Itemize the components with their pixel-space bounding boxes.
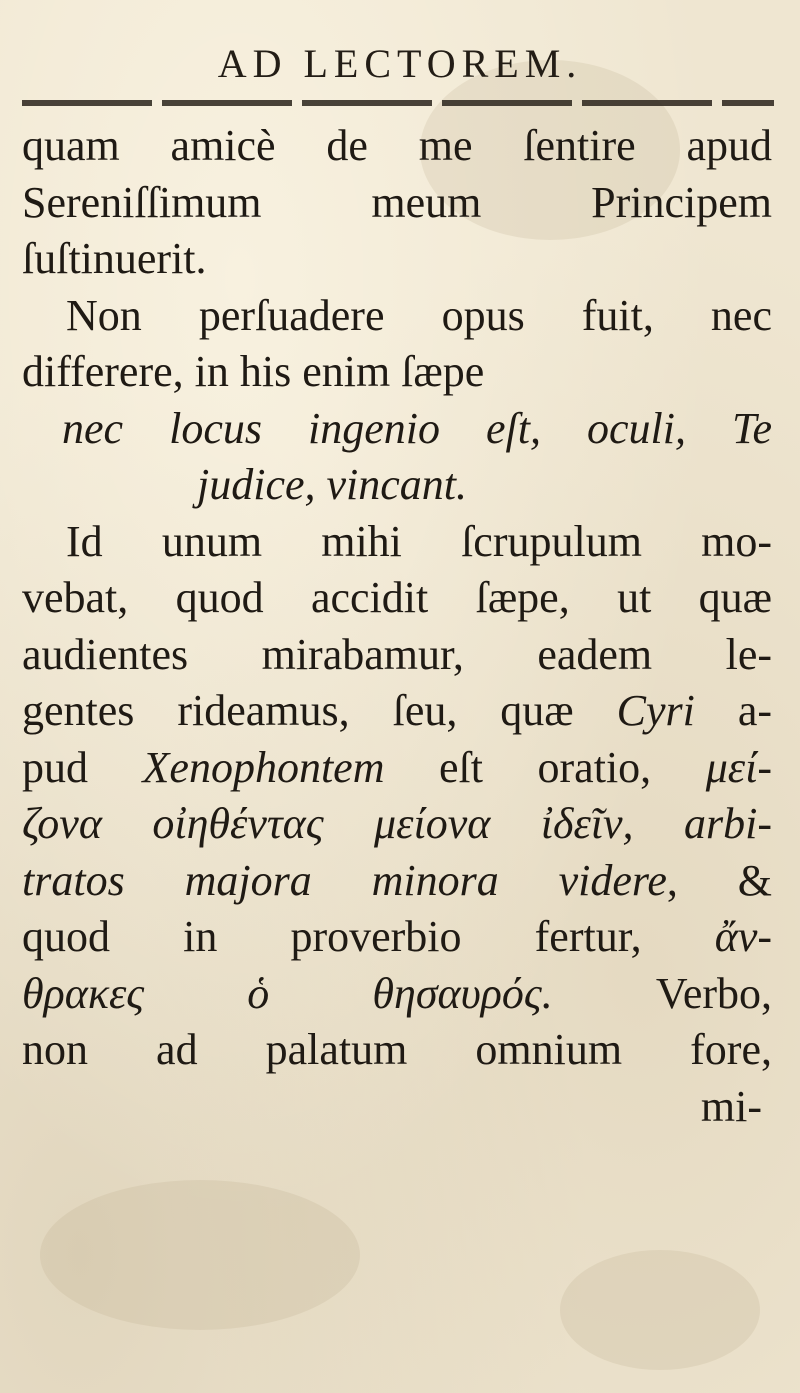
roman-text: Sereniſſimum meum Principem: [22, 177, 772, 227]
text-line: [22, 1022, 772, 1079]
roman-text: Id unum mihi ſcrupulum mo-: [66, 516, 772, 566]
running-head: AD LECTOREM.: [217, 41, 583, 86]
text-line: [22, 401, 772, 458]
roman-text: mi-: [700, 1081, 762, 1131]
body-text: [22, 118, 772, 1135]
roman-text: audientes mirabamur, eadem le-: [22, 629, 772, 679]
roman-text: differere, in his enim ſæpe: [22, 347, 485, 396]
italic-text: Xenophontem: [142, 742, 385, 792]
italic-text: tratos majora minora videre: [22, 855, 667, 905]
roman-text: eſt oratio,: [384, 742, 706, 792]
italic-text: judice, vincant.: [197, 460, 468, 509]
paper-stain: [40, 1180, 360, 1330]
text-line: [22, 683, 772, 740]
text-line: [22, 740, 772, 797]
roman-text: , &: [666, 855, 772, 905]
text-line: [22, 118, 772, 175]
roman-text: gentes rideamus, ſeu, quæ: [22, 686, 617, 735]
italic-text: Cyri: [616, 686, 695, 735]
text-line: [22, 627, 772, 684]
italic-text: nec locus ingenio eſt, oculi, Te: [62, 403, 772, 453]
text-line: [22, 514, 772, 571]
roman-text: quod in proverbio fertur,: [22, 912, 715, 961]
text-line: [22, 288, 772, 345]
roman-text: Verbo,: [552, 968, 772, 1018]
text-line: [22, 570, 772, 627]
italic-text: μεί-: [705, 742, 773, 792]
roman-text: non ad palatum omnium fore,: [22, 1025, 772, 1074]
italic-text: ἄν-: [714, 912, 772, 961]
text-line: [22, 796, 772, 853]
text-line: [22, 1079, 772, 1136]
text-line: [22, 966, 772, 1023]
text-line: [22, 853, 772, 910]
italic-text: ζονα οἰηθέντας μείονα ἰδεῖν, arbi-: [22, 799, 772, 848]
text-line: [22, 231, 772, 288]
text-line: [22, 344, 772, 401]
roman-text: quam amicè de me ſentire apud: [22, 121, 772, 170]
roman-text: Non perſuadere opus fuit, nec: [66, 290, 772, 340]
text-line: [22, 175, 772, 232]
roman-text: a-: [694, 686, 772, 735]
paper-stain: [560, 1250, 760, 1370]
roman-text: pud: [22, 742, 143, 792]
roman-text: ſuſtinuerit.: [22, 234, 207, 283]
roman-text: vebat, quod accidit ſæpe, ut quæ: [22, 573, 772, 622]
text-line: [22, 457, 772, 514]
text-line: [22, 909, 772, 966]
italic-text: θρακες ὁ θησαυρός.: [22, 968, 553, 1018]
ornamental-rule: [22, 100, 774, 106]
